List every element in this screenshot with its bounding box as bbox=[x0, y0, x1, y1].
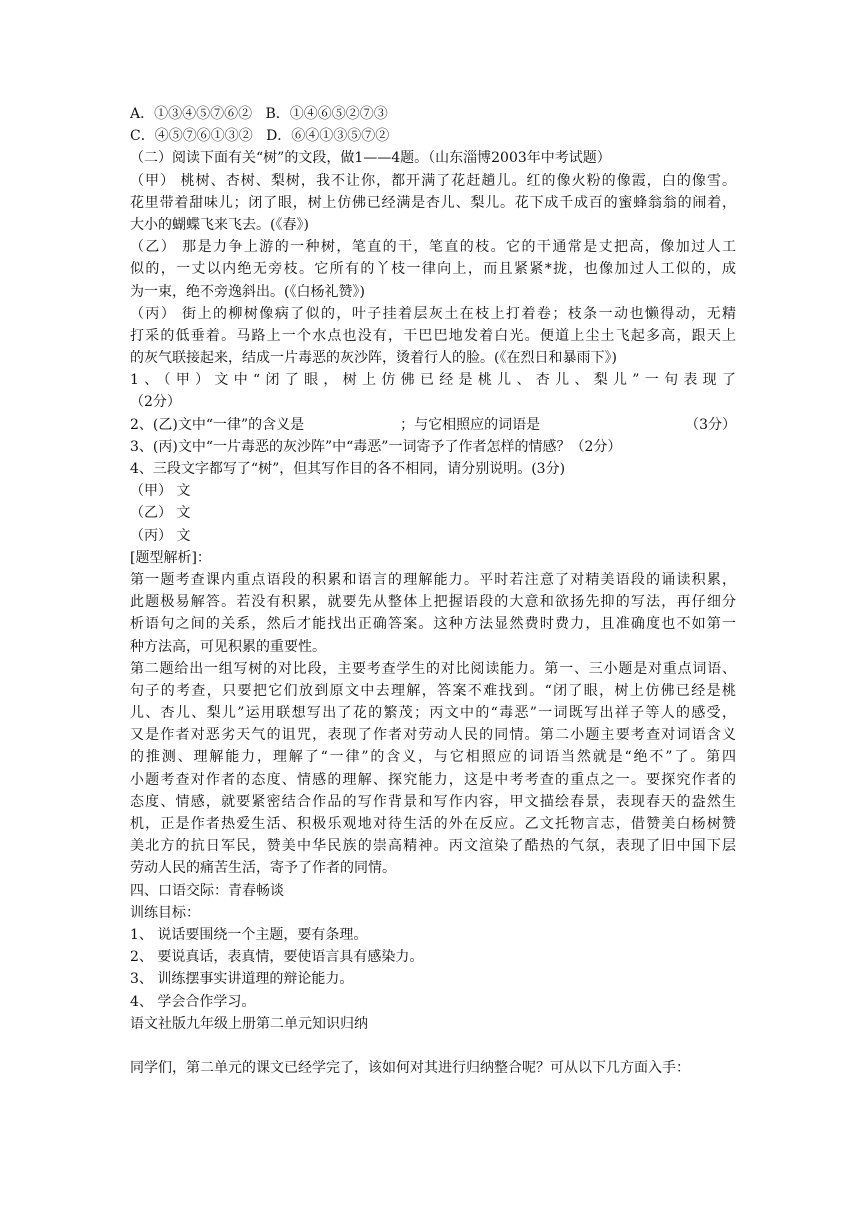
analysis-p2-line: 小题考查对作者的态度、情感的理解、探究能力，这是中考考查的重点之一。要探究作者的 bbox=[130, 771, 736, 788]
analysis-p2-line: 第二题给出一组写树的对比段，主要考查学生的对比阅读能力。第一、三小题是对重点词语、 bbox=[130, 660, 736, 677]
option-c: C．④⑤⑦⑥①③② bbox=[130, 128, 253, 145]
analysis-p1-line: 第一题考查课内重点语段的积累和语言的理解能力。平时若注意了对精美语段的诵读积累， bbox=[130, 571, 736, 588]
passage-yi-line: （乙） 那是力争上游的一种树，笔直的干，笔直的枝。它的干通常是丈把高，像加过人工 bbox=[130, 239, 736, 256]
passage-bing-line: 的灰气联接起来，结成一片毒恶的灰沙阵，烫着行人的脸。(《在烈日和暴雨下》) bbox=[130, 350, 617, 367]
option-line-cd bbox=[130, 125, 736, 147]
analysis-p2-line: 的推测、理解能力，理解了“一律”的含义，与它相照应的词语当然就是“绝不”了。第四 bbox=[130, 749, 736, 766]
goal-item: 2、 要说真话，表真情，要使语言具有感染力。 bbox=[130, 949, 424, 966]
analysis-p2-line: 儿、杏儿、梨儿”运用联想写出了花的繁茂；丙文中的“毒恶”一词既写出祥子等人的感受， bbox=[130, 705, 736, 722]
section-4-title: 四、口语交际：青春畅谈 bbox=[130, 882, 284, 899]
question-1-score: （2分） bbox=[130, 394, 181, 411]
goal-item: 1、 说话要围绕一个主题，要有条理。 bbox=[130, 926, 368, 943]
goals-heading: 训练目标： bbox=[130, 904, 200, 921]
question-1: 1、（甲）文中“闭了眼，树上仿佛已经是桃儿、杏儿、梨儿”一句表现了 bbox=[130, 372, 736, 389]
closing-paragraph: 同学们，第二单元的课文已经学完了，该如何对其进行归纳整合呢？可从以下几方面入手： bbox=[130, 1060, 690, 1077]
analysis-p2-line: 劳动人民的痛苦生活，寄予了作者的同情。 bbox=[130, 860, 396, 877]
option-b: B．①④⑥⑤②⑦③ bbox=[265, 106, 388, 122]
option-line-ab bbox=[130, 103, 736, 125]
passage-bing-line: 打采的低垂着。马路上一个水点也没有，干巴巴地发着白光。便道上尘土飞起多高，跟天上 bbox=[130, 327, 736, 344]
question-2-score: （3分） bbox=[685, 416, 736, 433]
passage-jia-line: 大小的蝴蝶飞来飞去。(《春》) bbox=[130, 216, 309, 233]
analysis-p2-line: 机，正是作者热爱生活、积极乐观地对待生活的外在反应。乙文托物言志，借赞美白杨树赞 bbox=[130, 816, 736, 832]
passage-bing-line: （丙） 街上的柳树像病了似的，叶子挂着层灰土在枝上打着卷；枝条一动也懒得动，无精 bbox=[130, 305, 736, 322]
option-a: A．①③④⑤⑦⑥② bbox=[130, 106, 253, 122]
passage-jia-line: （甲） 桃树、杏树、梨树，我不让你，都开满了花赶趟儿。红的像火粉的像霞，白的像雪。 bbox=[130, 172, 736, 189]
passage-jia-line: 花里带着甜味儿；闭了眼，树上仿佛已经满是杏儿、梨儿。花下成千成百的蜜蜂翁翁的闹着， bbox=[130, 194, 736, 211]
analysis-p2-line: 又是作者对恶劣天气的诅咒，表现了作者对劳动人民的同情。第二小题主要考查对词语含义 bbox=[130, 727, 736, 744]
answer-yi: （乙） 文 bbox=[130, 505, 191, 522]
analysis-p1-line: 此题极易解答。若没有积累，就要先从整体上把握语段的大意和欲扬先抑的写法，再仔细分 bbox=[130, 594, 736, 611]
section-intro: （二）阅读下面有关“树”的文段，做1——4题。（山东淄博2003年中考试题） bbox=[130, 150, 611, 167]
blank-line bbox=[130, 1035, 736, 1057]
document-page bbox=[130, 103, 736, 1079]
question-4: 4、三段文字都写了“树”，但其写作目的各不相同，请分别说明。(3分) bbox=[130, 461, 566, 477]
goal-item: 4、 学会合作学习。 bbox=[130, 993, 256, 1010]
analysis-heading: [题型解析]： bbox=[130, 549, 211, 566]
analysis-p2-line: 美北方的抗日军民，赞美中华民族的崇高精神。丙文渲染了酷热的气氛，表现了旧中国下层 bbox=[130, 838, 736, 855]
passage-yi-line: 似的，一丈以内绝无旁枝。它所有的丫枝一律向上，而且紧紧*拢，也像加过人工似的，成 bbox=[130, 261, 736, 278]
analysis-p1-line: 种方法高，可见积累的重要性。 bbox=[130, 638, 326, 655]
question-2-left: 2、(乙)文中“一律”的含义是 ；与它相照应的词语是 bbox=[130, 416, 541, 433]
option-d: D．⑥④①③⑤⑦② bbox=[266, 128, 390, 145]
unit-title: 语文社版九年级上册第二单元知识归纳 bbox=[130, 1015, 368, 1032]
question-3: 3、(丙)文中“一片毒恶的灰沙阵”中“毒恶”一词寄予了作者怎样的情感？（2分） bbox=[130, 438, 622, 455]
analysis-p1-line: 析语句之间的关系，然后才能找出正确答案。这种方法显然费时费力，且准确度也不如第一 bbox=[130, 616, 736, 633]
goal-item: 3、 训练摆事实讲道理的辩论能力。 bbox=[130, 971, 354, 988]
passage-yi-line: 为一束，绝不旁逸斜出。(《白杨礼赞》) bbox=[130, 283, 365, 300]
answer-bing: （丙） 文 bbox=[130, 527, 191, 544]
analysis-p2-line: 句子的考查，只要把它们放到原文中去理解，答案不难找到。“闭了眼，树上仿佛已经是桃 bbox=[130, 682, 736, 699]
answer-jia: （甲） 文 bbox=[130, 483, 191, 500]
question-2 bbox=[130, 414, 736, 436]
analysis-p2-line: 态度、情感，就要紧密结合作品的写作背景和写作内容，甲文描绘春景，表现春天的盎然生 bbox=[130, 793, 736, 810]
